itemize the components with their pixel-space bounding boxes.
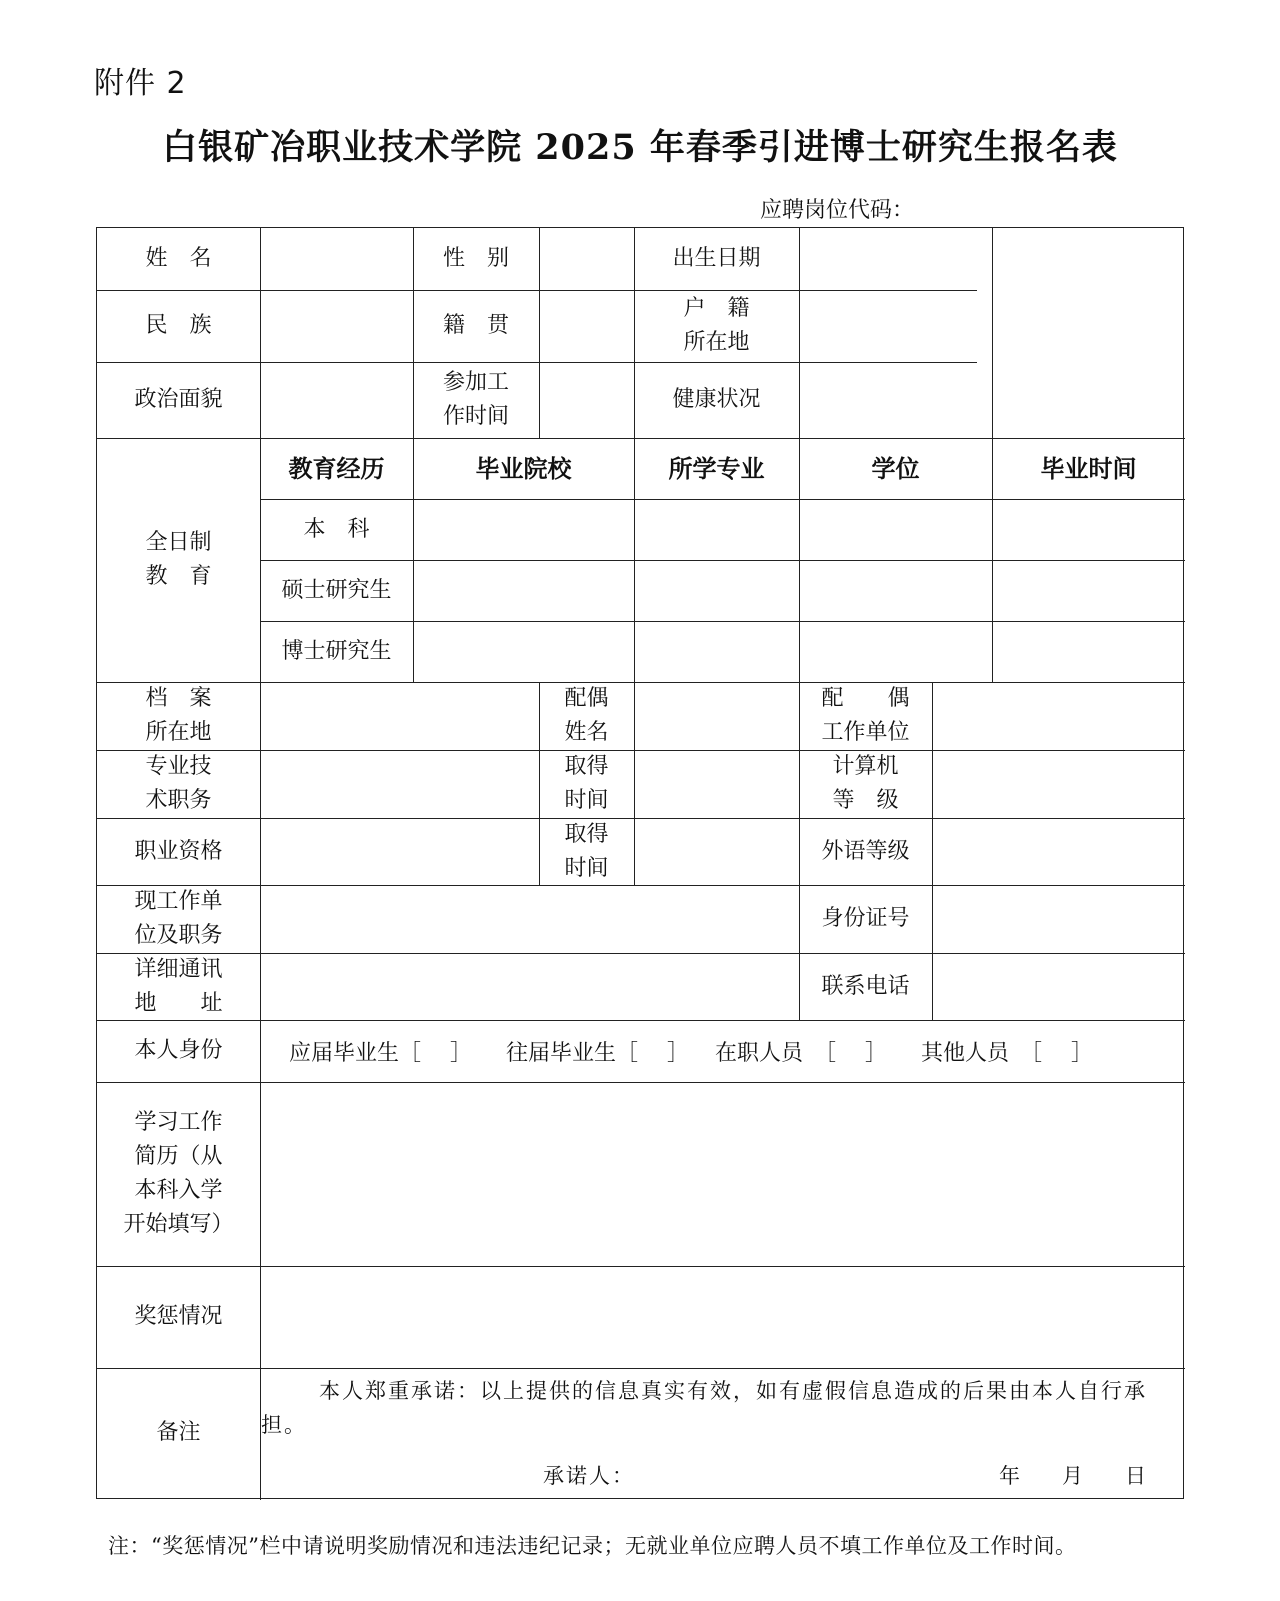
label-ethnicity: 民 族: [145, 313, 212, 338]
spouse-unit-field[interactable]: [933, 682, 1183, 750]
label-resume: 学习工作 简历（从 本科入学 开始填写）: [123, 1110, 234, 1237]
option-fresh-graduate[interactable]: 应届毕业生［ ］: [289, 1040, 472, 1066]
label-name: 姓 名: [145, 246, 212, 271]
address-field[interactable]: [261, 953, 799, 1020]
edu-row-master: 硕士研究生: [281, 577, 392, 603]
household-field[interactable]: [800, 290, 992, 362]
photo-field[interactable]: [993, 228, 1183, 438]
bachelor-school-field[interactable]: [414, 499, 634, 560]
phone-field[interactable]: [933, 953, 1183, 1020]
label-gender: 性 别: [442, 246, 509, 271]
label-phone: 联系电话: [821, 973, 910, 999]
tech-title-field[interactable]: [261, 750, 539, 818]
label-obtain-time-2: 取得 时间: [564, 821, 609, 881]
label-work-start: 参加工 作时间: [442, 370, 509, 429]
label-id-number: 身份证号: [821, 906, 910, 931]
native-place-field[interactable]: [540, 290, 634, 362]
edu-row-doctor: 博士研究生: [281, 638, 392, 664]
label-identity: 本人身份: [134, 1038, 223, 1063]
label-spouse-unit: 配 偶 工作单位: [821, 686, 910, 745]
label-remarks: 备注: [156, 1420, 201, 1445]
qualification-field[interactable]: [261, 818, 539, 885]
edu-header-major: 所学专业: [668, 453, 765, 483]
label-archive: 档 案 所在地: [145, 686, 212, 745]
label-fulltime-education: 全日制 教 育: [145, 530, 212, 589]
label-native-place: 籍 贯: [442, 313, 509, 338]
current-job-field[interactable]: [261, 885, 799, 953]
birth-date-field[interactable]: [800, 228, 992, 290]
option-past-graduate[interactable]: 往届毕业生［ ］: [506, 1040, 689, 1066]
attachment-label: 附件 2: [94, 66, 187, 101]
label-household: 户 籍 所在地: [683, 296, 750, 355]
edu-header-school: 毕业院校: [475, 453, 572, 483]
obtain-time-2-field[interactable]: [635, 818, 799, 885]
edu-row-bachelor: 本 科: [303, 516, 370, 542]
label-rewards: 奖惩情况: [134, 1304, 223, 1329]
option-other[interactable]: 其他人员 ［ ］: [921, 1040, 1093, 1066]
registration-form-table: [96, 227, 1184, 1499]
label-birth-date: 出生日期: [672, 246, 761, 271]
label-current-job: 现工作单 位及职务: [134, 889, 223, 948]
label-political: 政治面貌: [134, 387, 223, 412]
work-start-field[interactable]: [540, 362, 634, 438]
form-title: 白银矿冶职业技术学院 2025 年春季引进博士研究生报名表: [162, 127, 1118, 168]
foreign-lang-field[interactable]: [933, 818, 1183, 885]
resume-field[interactable]: [261, 1082, 1183, 1266]
name-field[interactable]: [261, 228, 413, 290]
spouse-name-field[interactable]: [635, 682, 799, 750]
label-foreign-lang: 外语等级: [821, 838, 910, 864]
label-address: 详细通讯 地 址: [134, 956, 223, 1016]
promiser-label: 承诺人：: [543, 1464, 635, 1488]
post-code-label: 应聘岗位代码：: [760, 198, 915, 223]
computer-level-field[interactable]: [933, 750, 1183, 818]
label-spouse-name: 配偶 姓名: [564, 686, 609, 745]
date-label: 年 月 日: [999, 1464, 1146, 1488]
master-school-field[interactable]: [414, 560, 634, 621]
label-computer-level: 计算机 等 级: [832, 754, 899, 813]
archive-field[interactable]: [261, 682, 539, 750]
label-tech-title: 专业技 术职务: [145, 754, 212, 813]
pledge-text: 本人郑重承诺：以上提供的信息真实有效，如有虚假信息造成的后果由本人自行承担。: [261, 1379, 1147, 1437]
political-field[interactable]: [261, 362, 413, 438]
identity-options: [259, 1020, 1185, 1082]
label-qualification: 职业资格: [134, 838, 223, 864]
edu-header-history: 教育经历: [288, 453, 385, 483]
doctor-school-field[interactable]: [414, 621, 634, 682]
gender-field[interactable]: [540, 228, 634, 290]
obtain-time-1-field[interactable]: [635, 750, 799, 818]
edu-header-degree: 学位: [871, 453, 920, 483]
option-employed[interactable]: 在职人员 ［ ］: [715, 1040, 887, 1066]
ethnicity-field[interactable]: [261, 290, 413, 362]
label-health: 健康状况: [672, 387, 761, 412]
label-obtain-time-1: 取得 时间: [564, 754, 609, 813]
health-field[interactable]: [800, 362, 992, 438]
rewards-field[interactable]: [261, 1266, 1183, 1368]
footnote: 注：“奖惩情况”栏中请说明奖励情况和违法违纪记录；无就业单位应聘人员不填工作单位及工作时间。: [108, 1534, 1077, 1558]
edu-header-grad-time: 毕业时间: [1040, 453, 1137, 483]
id-number-field[interactable]: [933, 885, 1183, 953]
